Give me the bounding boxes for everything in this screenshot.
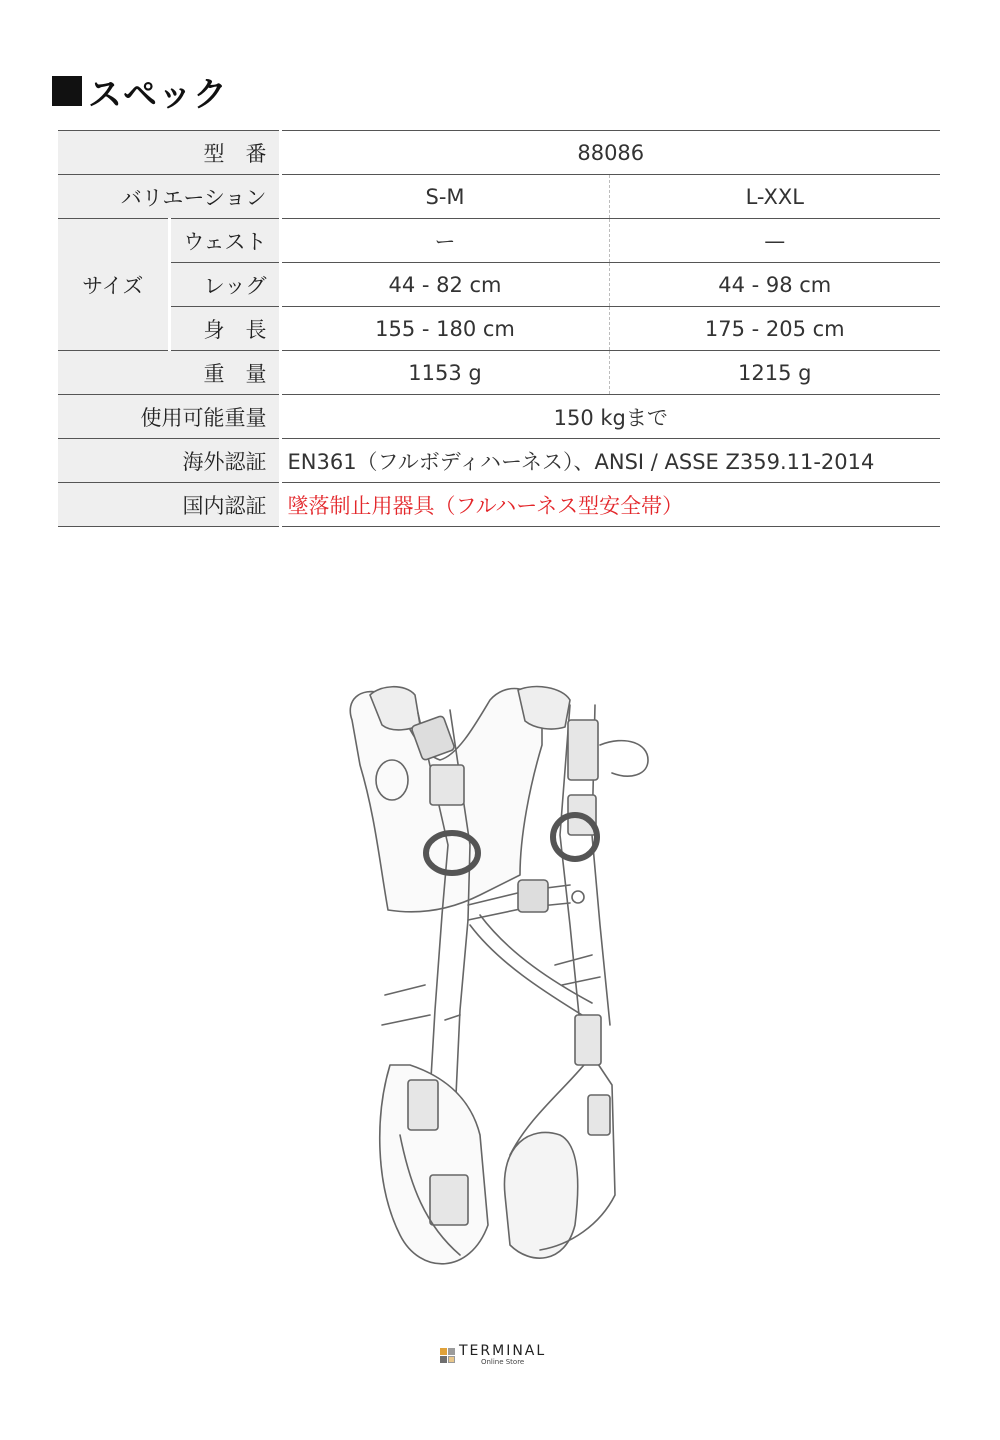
waist-lxxl: — <box>609 219 940 263</box>
domestic-cert-value: 墜落制止用器具（フルハーネス型安全帯） <box>280 483 940 527</box>
weight-lxxl: 1215 g <box>609 351 940 395</box>
table-row <box>58 307 940 351</box>
spec-table <box>58 130 940 527</box>
table-row <box>58 219 940 263</box>
table-row <box>58 483 940 527</box>
waist-label: ウェスト <box>169 219 280 263</box>
leg-sm: 44 - 82 cm <box>280 263 609 307</box>
leg-lxxl: 44 - 98 cm <box>609 263 940 307</box>
table-row <box>58 175 940 219</box>
logo-mark-icon <box>440 1348 455 1363</box>
square-bullet-icon <box>52 76 82 106</box>
model-value: 88086 <box>280 131 940 175</box>
weight-label: 重 量 <box>58 351 280 395</box>
logo-brand-text: TERMINAL <box>459 1343 547 1359</box>
brand-logo <box>440 1343 546 1367</box>
size-group-label: サイズ <box>58 219 169 351</box>
height-lxxl: 175 - 205 cm <box>609 307 940 351</box>
height-sm: 155 - 180 cm <box>280 307 609 351</box>
domestic-cert-label: 国内認証 <box>58 483 280 527</box>
overseas-cert-label: 海外認証 <box>58 439 280 483</box>
table-row <box>58 131 940 175</box>
table-row <box>58 351 940 395</box>
weight-sm: 1153 g <box>280 351 609 395</box>
variation-lxxl: L-XXL <box>609 175 940 219</box>
overseas-cert-value: EN361（フルボディハーネス）、ANSI / ASSE Z359.11-2014 <box>280 439 940 483</box>
capacity-value: 150 kgまで <box>280 395 940 439</box>
waist-sm: ー <box>280 219 609 263</box>
logo-sub-text: Online Store <box>480 1358 525 1366</box>
table-row <box>58 263 940 307</box>
section-heading <box>52 66 228 116</box>
section-title: スペック <box>88 74 228 115</box>
harness-illustration <box>330 665 670 1295</box>
table-row <box>58 439 940 483</box>
variation-label: バリエーション <box>58 175 280 219</box>
height-label: 身 長 <box>169 307 280 351</box>
model-label: 型 番 <box>58 131 280 175</box>
variation-sm: S-M <box>280 175 609 219</box>
capacity-label: 使用可能重量 <box>58 395 280 439</box>
table-row <box>58 395 940 439</box>
leg-label: レッグ <box>169 263 280 307</box>
